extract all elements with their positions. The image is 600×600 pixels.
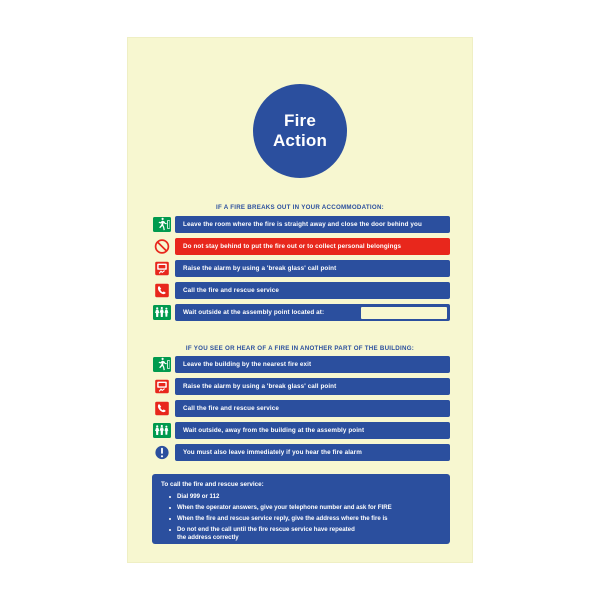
exclamation-icon bbox=[152, 444, 172, 461]
instruction-row bbox=[152, 400, 450, 417]
instruction-text: Wait outside at the assembly point located at: bbox=[183, 309, 325, 316]
instruction-text-bar bbox=[175, 356, 450, 373]
bullet-icon bbox=[169, 518, 171, 520]
section-1-rows bbox=[152, 216, 450, 326]
poster-title-line1: Fire bbox=[284, 111, 316, 130]
break-glass-call-point-icon bbox=[152, 378, 172, 395]
instruction-row bbox=[152, 216, 450, 233]
instruction-text: Raise the alarm by using a 'break glass' call point bbox=[183, 383, 337, 390]
instruction-text: Do not stay behind to put the fire out or to collect personal belongings bbox=[183, 243, 402, 250]
list-item-line1: When the operator answers, give your telephone number and ask for FIRE bbox=[177, 503, 392, 511]
running-man-exit-icon bbox=[152, 216, 172, 233]
poster-title-badge bbox=[253, 84, 347, 178]
instruction-text: Leave the room where the fire is straight away and close the door behind you bbox=[183, 221, 422, 228]
break-glass-call-point-icon bbox=[152, 260, 172, 277]
bullet-icon bbox=[169, 529, 171, 531]
footer-list bbox=[161, 493, 441, 543]
instruction-text-bar bbox=[175, 400, 450, 417]
instruction-text-bar bbox=[175, 304, 450, 321]
instruction-row bbox=[152, 444, 450, 461]
list-item-line1: Dial 999 or 112 bbox=[177, 493, 220, 500]
instruction-text-bar bbox=[175, 216, 450, 233]
instruction-text-bar bbox=[175, 378, 450, 395]
call-service-instructions-box bbox=[152, 474, 450, 544]
list-item bbox=[161, 515, 441, 523]
instruction-text: Raise the alarm by using a 'break glass' call point bbox=[183, 265, 337, 272]
instruction-row bbox=[152, 260, 450, 277]
instruction-text: Leave the building by the nearest fire exit bbox=[183, 361, 312, 368]
instruction-text-bar bbox=[175, 282, 450, 299]
instruction-text-bar bbox=[175, 422, 450, 439]
bullet-icon bbox=[169, 507, 171, 509]
assembly-point-icon bbox=[152, 304, 172, 321]
bullet-icon bbox=[169, 496, 171, 498]
assembly-point-write-field[interactable] bbox=[361, 307, 447, 319]
poster-title-line2: Action bbox=[272, 131, 328, 150]
instruction-text: Call the fire and rescue service bbox=[183, 287, 279, 294]
running-man-exit-icon bbox=[152, 356, 172, 373]
section-1-header: IF A FIRE BREAKS OUT IN YOUR ACCOMMODATION: bbox=[216, 204, 384, 211]
instruction-row bbox=[152, 378, 450, 395]
instruction-text-bar bbox=[175, 238, 450, 255]
instruction-row bbox=[152, 238, 450, 255]
list-item-line1: When the fire and rescue service reply, give the address where the fire is bbox=[177, 514, 388, 522]
section-2-rows bbox=[152, 356, 450, 466]
instruction-text: You must also leave immediately if you hear the fire alarm bbox=[183, 449, 362, 456]
instruction-text-bar bbox=[175, 444, 450, 461]
instruction-text-bar bbox=[175, 260, 450, 277]
assembly-point-icon bbox=[152, 422, 172, 439]
instruction-text: Wait outside, away from the building at the assembly point bbox=[183, 427, 365, 434]
list-item-line1: Do not end the call until the fire rescue service have repeated bbox=[177, 525, 355, 533]
fire-action-poster bbox=[128, 38, 472, 562]
instruction-row bbox=[152, 422, 450, 439]
list-item-line2: the address correctly bbox=[177, 534, 239, 542]
instruction-text: Call the fire and rescue service bbox=[183, 405, 279, 412]
instruction-row bbox=[152, 356, 450, 373]
telephone-icon bbox=[152, 400, 172, 417]
list-item bbox=[161, 504, 441, 512]
footer-title: To call the fire and rescue service: bbox=[161, 481, 264, 488]
section-2-header: IF YOU SEE OR HEAR OF A FIRE IN ANOTHER PART OF THE BUILDING: bbox=[185, 345, 415, 352]
instruction-row bbox=[152, 282, 450, 299]
instruction-row bbox=[152, 304, 450, 321]
telephone-icon bbox=[152, 282, 172, 299]
prohibition-icon bbox=[152, 238, 172, 255]
list-item bbox=[161, 526, 441, 543]
list-item bbox=[161, 493, 441, 501]
